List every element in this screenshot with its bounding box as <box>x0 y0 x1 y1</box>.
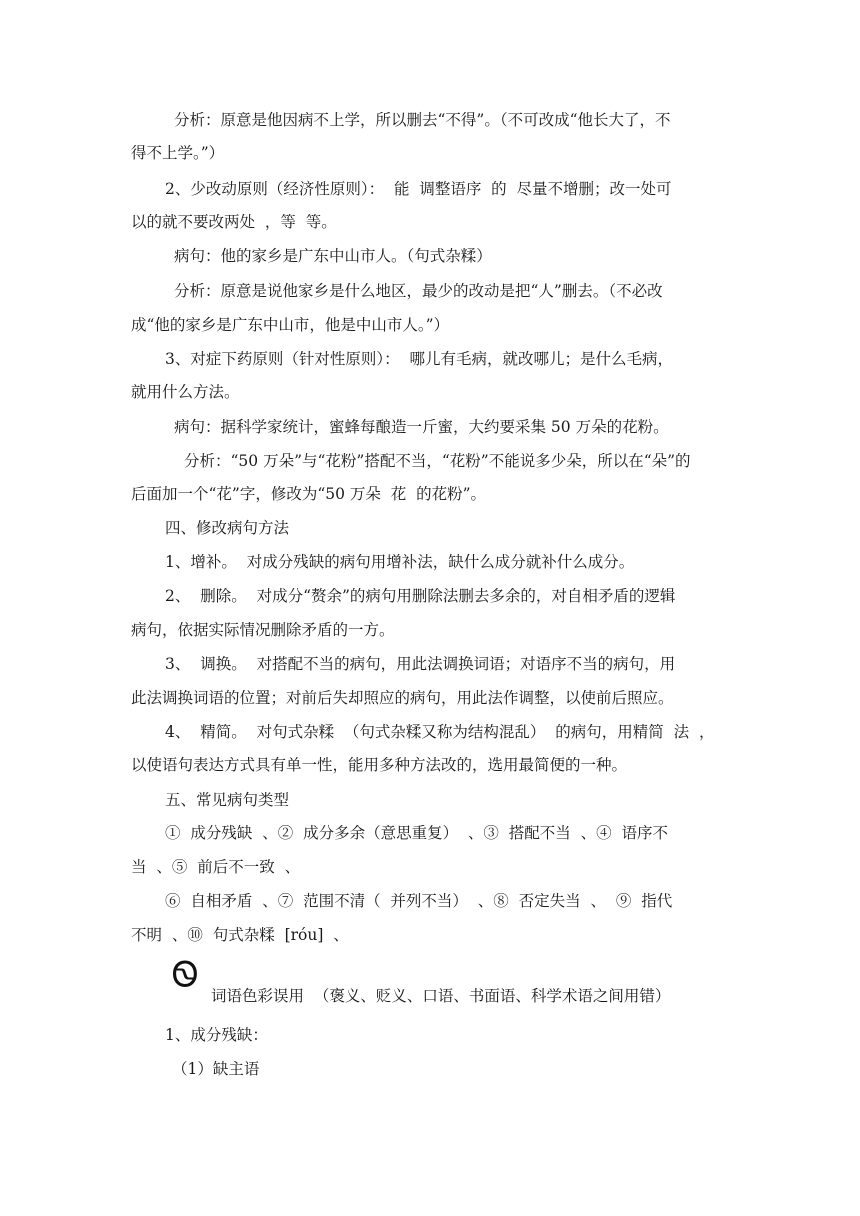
text-line-10: 病句：据科学家统计，蜜蜂每酿造一斤蜜，大约要采集 50 万朵的花粉。 <box>174 418 669 436</box>
text-line-8: 3、对症下药原则（针对性原则）： 哪儿有毛病，就改哪儿；是什么毛病， <box>165 350 673 368</box>
text-line-15: 2、 删除。 对成分“赘余”的病句用删除法删去多余的，对自相矛盾的逻辑 <box>165 587 676 605</box>
section-heading-4: 四、修改病句方法 <box>165 519 290 537</box>
text-line-16: 病句，依据实际情况删除矛盾的一方。 <box>131 621 395 639</box>
text-line-4: 以的就不要改两处 ，等 等。 <box>131 213 337 231</box>
text-line-6: 分析：原意是说他家乡是什么地区，最少的改动是把“人”删去。（不必改 <box>174 282 663 300</box>
section-heading-5: 五、常见病句类型 <box>165 791 290 809</box>
special-symbol-icon: Ꮻ <box>172 955 199 995</box>
text-line-11: 分析：“50 万朵”与“花粉”搭配不当，“花粉”不能说多少朵，所以在“朵”的 <box>184 452 691 470</box>
text-line-22: ① 成分残缺 、② 成分多余（意思重复） 、③ 搭配不当 、④ 语序不 <box>165 824 668 842</box>
text-line-7: 成“他的家乡是广东中山市，他是中山市人。”） <box>131 316 450 334</box>
text-line-18: 此法调换词语的位置；对前后失却照应的病句，用此法作调整，以使前后照应。 <box>131 689 674 707</box>
subsection-item-1: （1）缺主语 <box>172 1060 260 1078</box>
text-line-5: 病句：他的家乡是广东中山市人。（句式杂糅） <box>174 247 492 265</box>
text-line-19: 4、 精简。 对句式杂糅 （句式杂糅又称为结构混乱） 的病句，用精简 法 ， <box>165 723 715 741</box>
text-line-12: 后面加一个“花”字，修改为“50 万朵 花 的花粉”。 <box>131 485 487 503</box>
text-line-1: 分析：原意是他因病不上学，所以删去“不得”。（不可改成“他长大了，不 <box>174 111 671 129</box>
text-line-2: 得不上学。”） <box>131 144 225 162</box>
text-line-26: 词语色彩误用 （褒义、贬义、口语、书面语、科学术语之间用错） <box>211 987 671 1005</box>
text-line-23: 当 、⑤ 前后不一致 、 <box>131 858 301 876</box>
text-line-9: 就用什么方法。 <box>131 383 240 401</box>
text-line-20: 以使语句表达方式具有单一性，能用多种方法改的，选用最简便的一种。 <box>131 756 628 774</box>
text-line-17: 3、 调换。 对搭配不当的病句，用此法调换词语；对语序不当的病句，用 <box>165 655 676 673</box>
text-line-24: ⑥ 自相矛盾 、⑦ 范围不清（ 并列不当） 、⑧ 否定失当 、 ⑨ 指代 <box>165 892 673 910</box>
text-line-3: 2、少改动原则（经济性原则）： 能 调整语序 的 尽量不增删；改一处可 <box>165 180 672 198</box>
text-line-25: 不明 、⑩ 句式杂糅 [róu] 、 <box>131 926 349 944</box>
text-line-14: 1、增补。 对成分残缺的病句用增补法，缺什么成分就补什么成分。 <box>165 553 635 571</box>
subsection-heading-1: 1、成分残缺： <box>165 1026 268 1044</box>
